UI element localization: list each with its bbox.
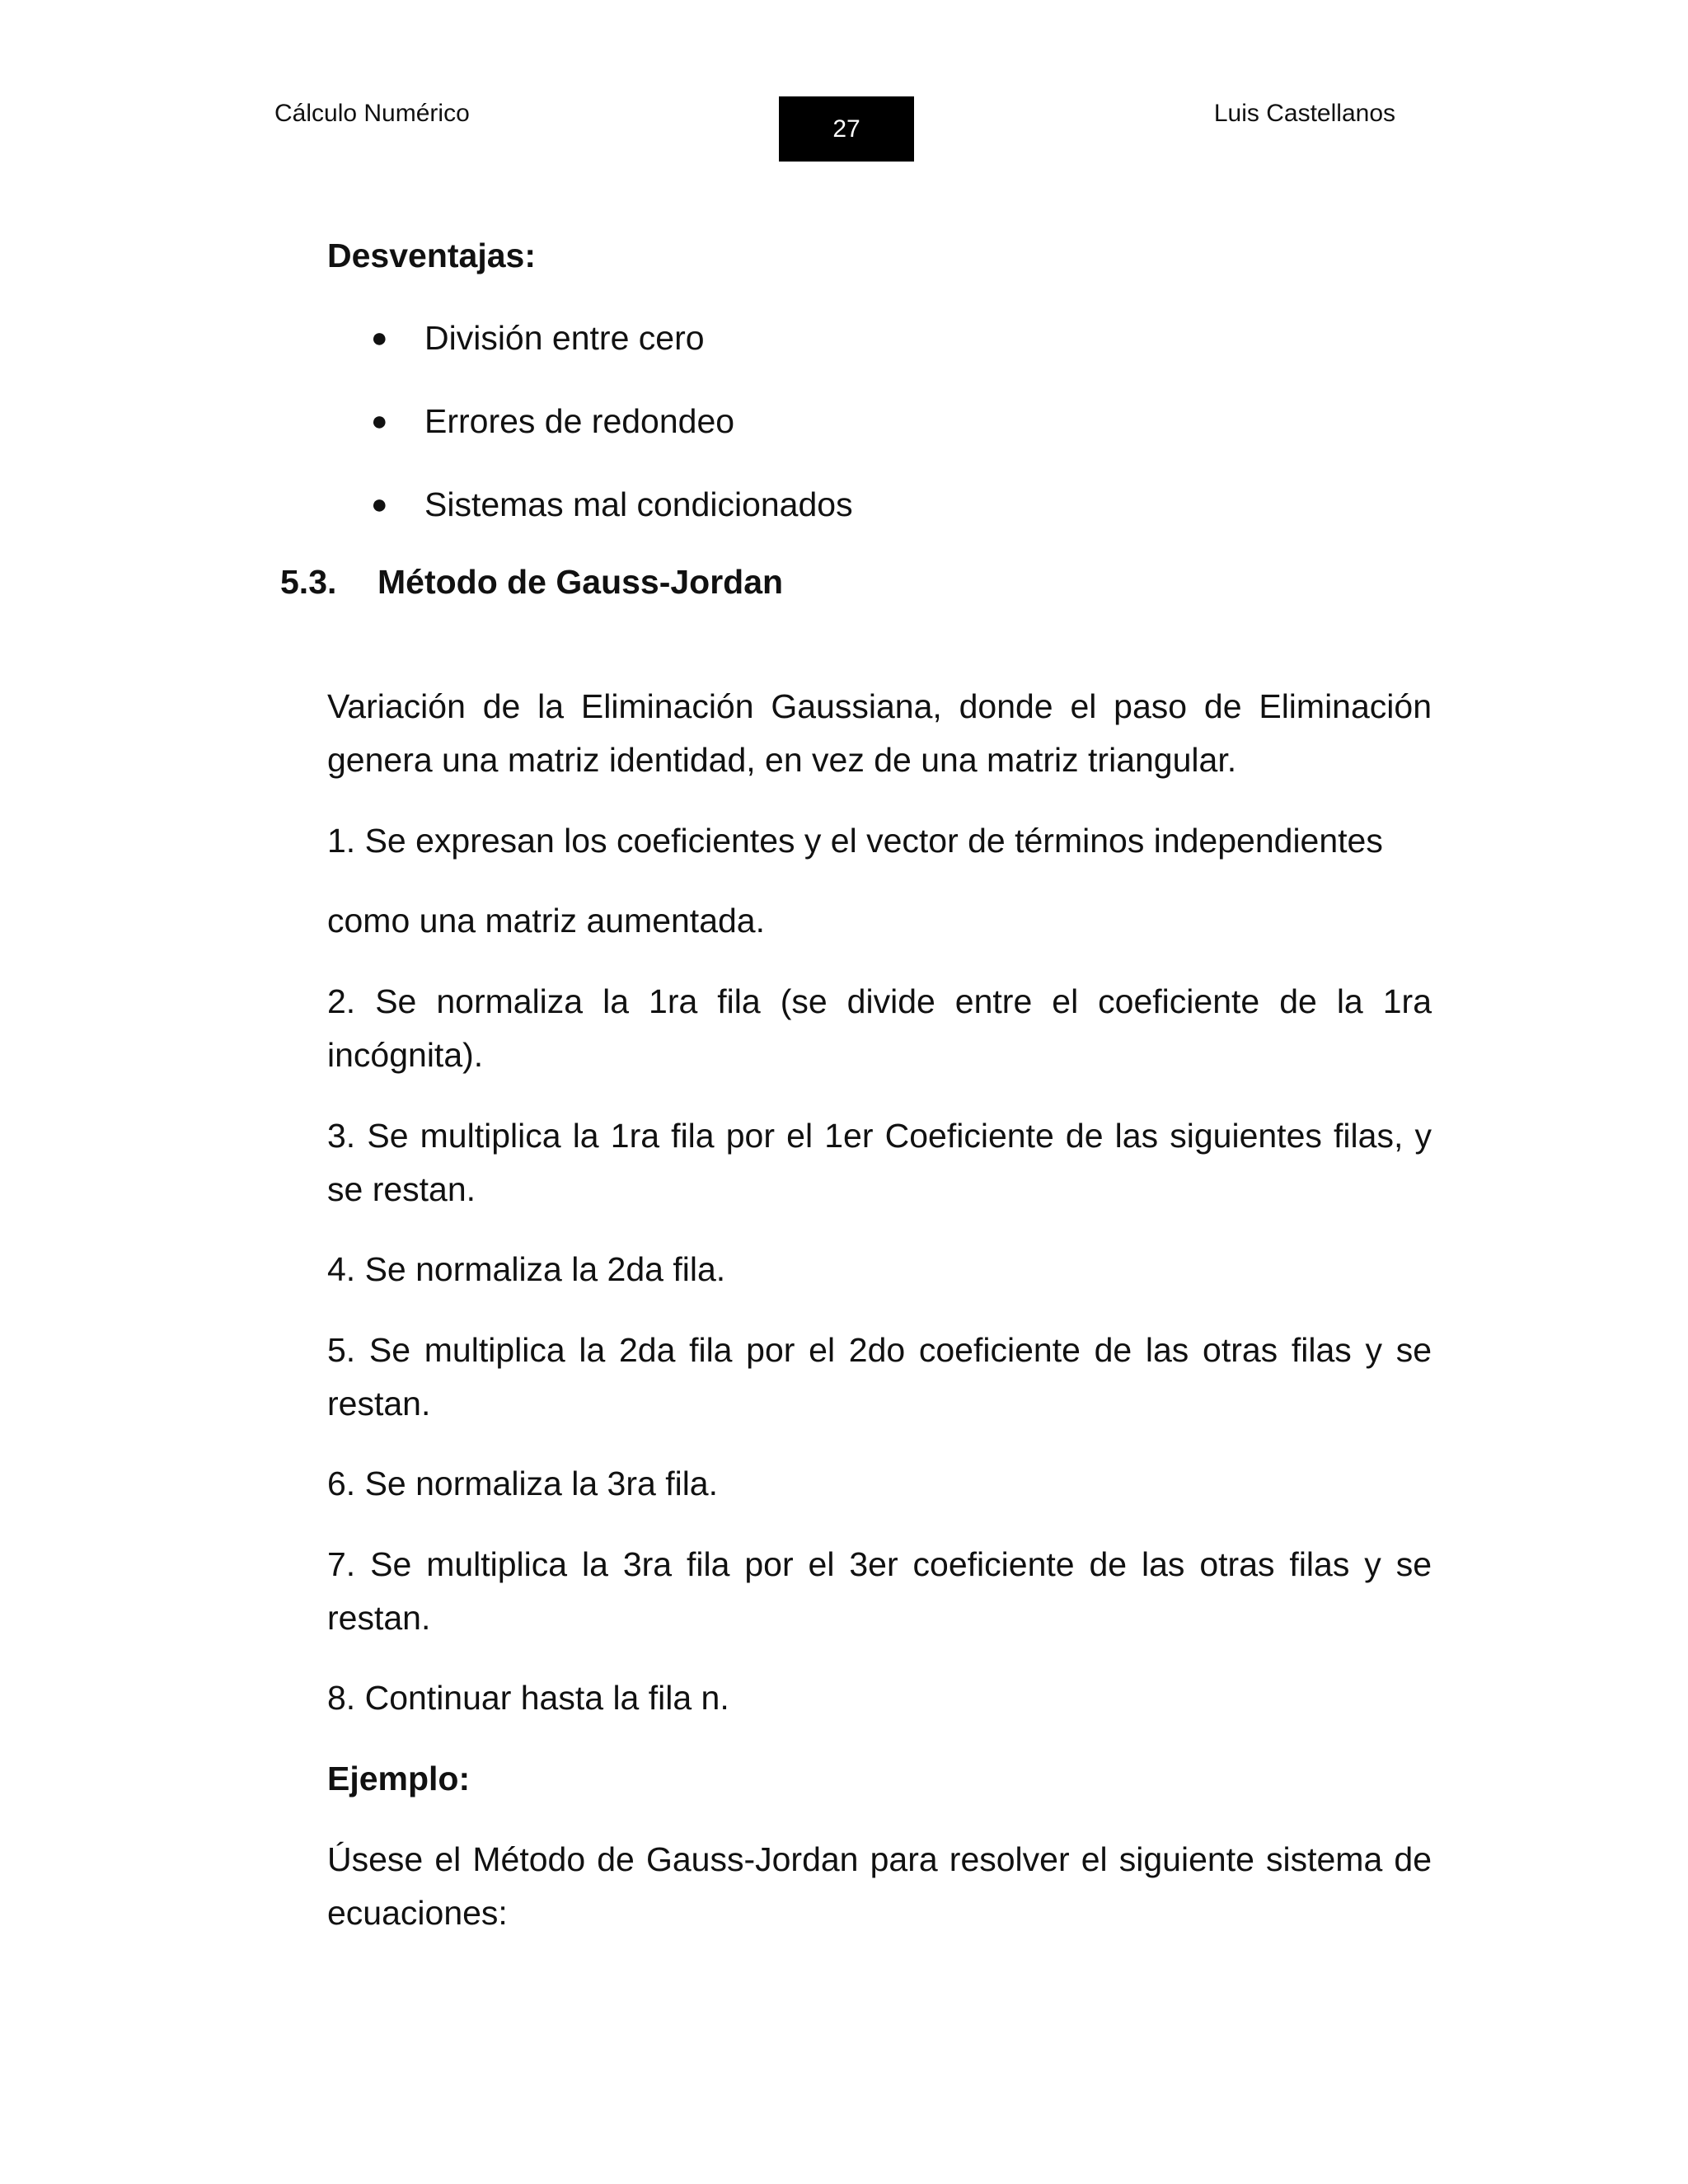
list-item-text: Errores de redondeo <box>424 402 735 440</box>
bullet-icon: ● <box>371 405 388 437</box>
step-paragraph: 8. Continuar hasta la fila n. <box>327 1679 729 1717</box>
step-paragraph: 5. Se multiplica la 2da fila por el 2do coeficiente de las otras filas y se restan. <box>327 1331 1432 1422</box>
list-item-text: Sistemas mal condicionados <box>424 485 853 523</box>
step-paragraph: 4. Se normaliza la 2da fila. <box>327 1250 726 1288</box>
section-number: 5.3. <box>280 563 337 601</box>
section-heading <box>280 555 783 609</box>
step-paragraph: 2. Se normaliza la 1ra fila (se divide entre el coeficiente de la 1ra incógnita). <box>327 982 1432 1074</box>
step-paragraph: 1. Se expresan los coeficientes y el vector de términos independientes <box>327 822 1383 860</box>
bullet-icon: ● <box>371 322 388 354</box>
step-paragraph: 6. Se normaliza la 3ra fila. <box>327 1465 719 1502</box>
bullet-icon: ● <box>371 489 388 520</box>
page-number-box <box>779 96 914 162</box>
disadvantages-list <box>371 312 853 561</box>
list-item-text: División entre cero <box>424 319 705 357</box>
header-author: Luis Castellanos <box>1213 100 1395 127</box>
page-number: 27 <box>832 115 860 143</box>
step-paragraph: como una matriz aumentada. <box>327 902 765 940</box>
list-item <box>371 478 853 561</box>
step-paragraph: 3. Se multiplica la 1ra fila por el 1er Coeficiente de las siguientes filas, y se restan. <box>327 1117 1432 1208</box>
example-heading: Ejemplo: <box>327 1760 471 1797</box>
list-item <box>371 312 853 395</box>
intro-paragraph: Variación de la Eliminación Gaussiana, donde el paso de Eliminación genera una matriz identidad, en vez de una matriz triangular. <box>327 687 1432 779</box>
step-paragraph: 7. Se multiplica la 3ra fila por el 3er coeficiente de las otras filas y se restan. <box>327 1545 1432 1637</box>
section-title: Método de Gauss-Jordan <box>377 563 784 601</box>
header-book-title: Cálculo Numérico <box>274 100 470 127</box>
example-paragraph: Úsese el Método de Gauss-Jordan para resolver el siguiente sistema de ecuaciones: <box>327 1840 1432 1932</box>
list-item <box>371 395 853 478</box>
disadvantages-heading: Desventajas: <box>327 237 536 274</box>
